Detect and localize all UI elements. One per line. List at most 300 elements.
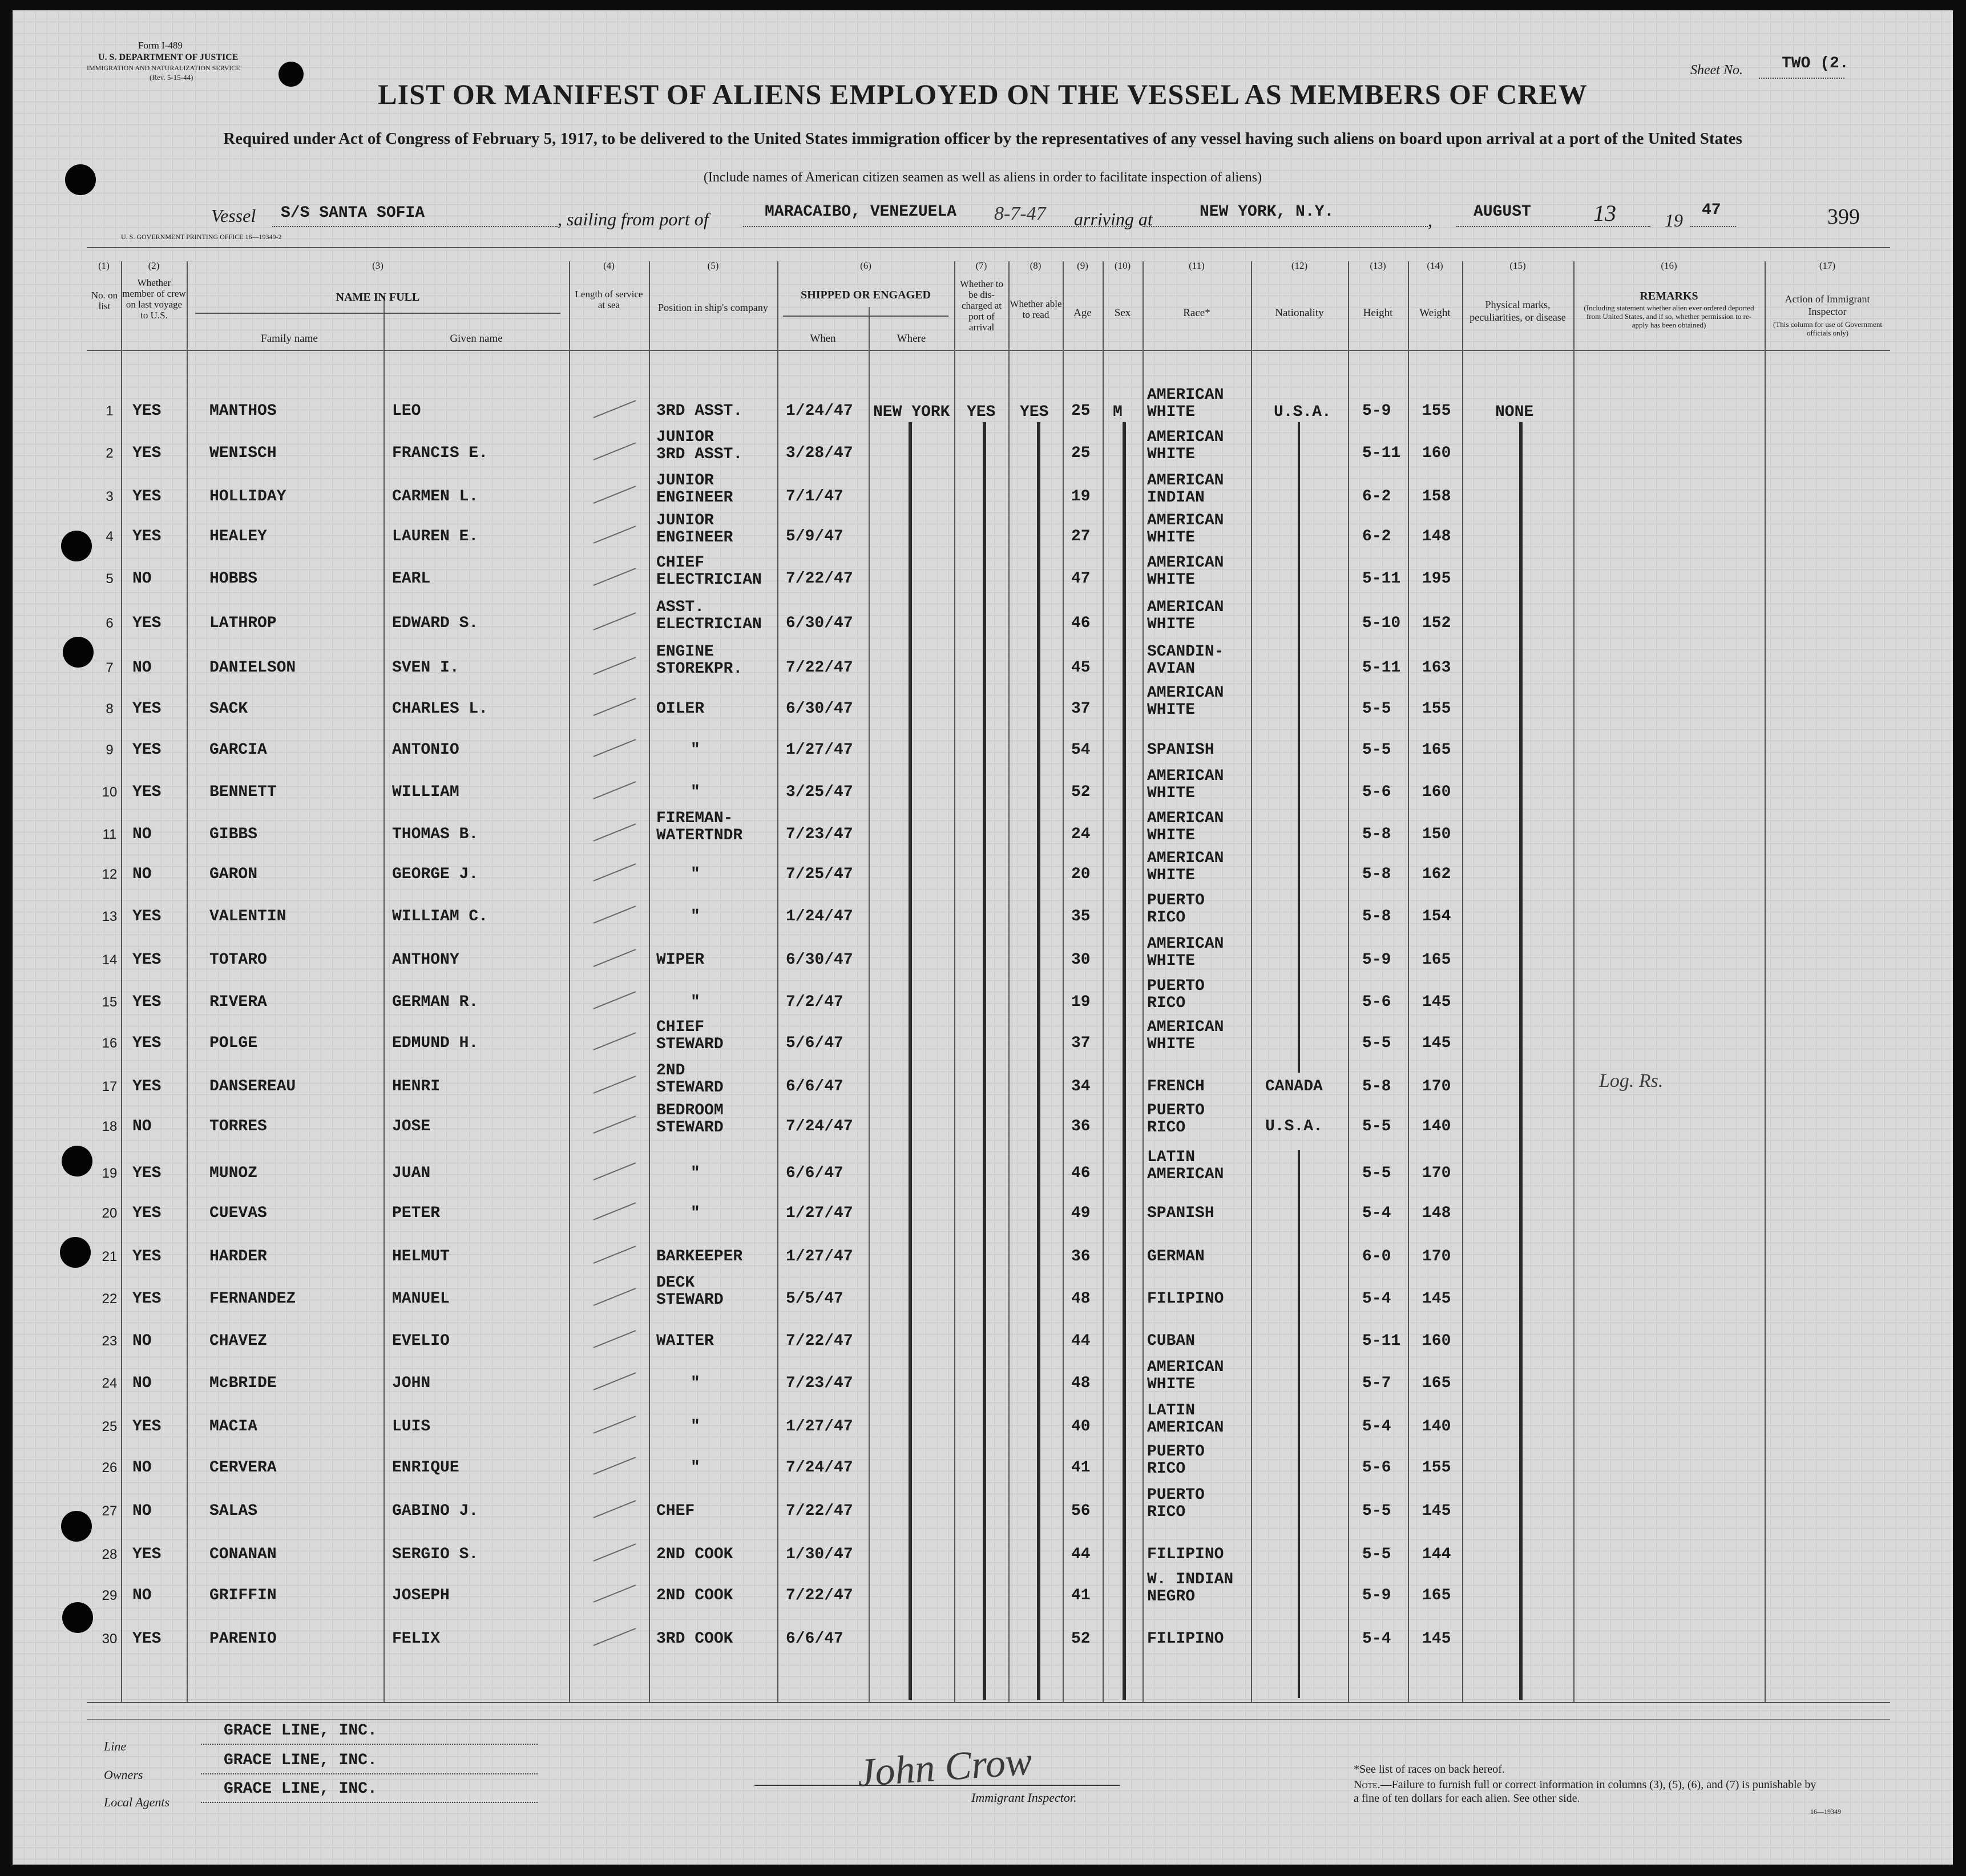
cell-last: YES (132, 700, 162, 718)
cell-given: CHARLES L. (392, 700, 489, 718)
cell-weight: 163 (1422, 659, 1451, 677)
cell-no: 12 (102, 867, 118, 882)
cell-family: FERNANDEZ (209, 1290, 296, 1308)
cell-race: PUERTO RICO (1147, 977, 1205, 1012)
cell-family: WENISCH (209, 444, 277, 462)
cell-family: McBRIDE (209, 1374, 277, 1392)
cell-no: 9 (106, 742, 114, 758)
footer-rule (87, 1719, 1890, 1720)
cell-no: 5 (106, 571, 114, 587)
cell-weight: 155 (1422, 700, 1451, 718)
cell-race: SPANISH (1147, 741, 1214, 759)
cell-family: HARDER (209, 1248, 267, 1266)
cell-no: 23 (102, 1333, 118, 1349)
cell-age: 41 (1071, 1459, 1091, 1477)
service-tick-mark (594, 823, 636, 842)
col-rule (1103, 261, 1104, 1702)
cell-when: 1/24/47 (786, 908, 853, 925)
row1-sex: M (1113, 403, 1123, 421)
cell-age: 37 (1071, 1034, 1091, 1052)
port-to-line (1143, 226, 1428, 227)
line-underline (201, 1744, 538, 1745)
col-rule (121, 261, 122, 1702)
cell-position: " (691, 1418, 700, 1436)
subtitle-note: (Include names of American citizen seamen as well as aliens in order to facilitate inspection of aliens) (703, 170, 1262, 185)
header-shipped-engaged: SHIPPED OR ENGAGED (801, 289, 931, 301)
owners-underline (201, 1773, 538, 1774)
col-rule (1408, 261, 1409, 1702)
cell-weight: 150 (1422, 826, 1451, 843)
col-number: (17) (1819, 260, 1836, 271)
cell-age: 25 (1071, 444, 1091, 462)
cell-family: GARON (209, 866, 258, 883)
header-nationality: Nationality (1275, 307, 1324, 319)
inspector-signature: John Crow (855, 1739, 1034, 1796)
cell-position: 3RD COOK (656, 1630, 733, 1648)
cell-race: AMERICAN WHITE (1147, 428, 1224, 463)
cell-age: 49 (1071, 1204, 1091, 1222)
cell-no: 27 (102, 1503, 118, 1519)
header-action-sub: (This column for use of Government officials only) (1773, 320, 1882, 337)
col-rule (1063, 261, 1064, 1702)
cell-age: 44 (1071, 1332, 1091, 1350)
cell-last: YES (132, 908, 162, 925)
col-rule (1462, 261, 1463, 1702)
cell-given: CARMEN L. (392, 488, 479, 506)
service-tick-mark (594, 525, 636, 544)
service-tick-mark (594, 1032, 636, 1050)
cell-last: NO (132, 1374, 152, 1392)
cell-no: 15 (102, 994, 118, 1010)
service-tick-mark (594, 1330, 636, 1348)
cell-weight: 162 (1422, 866, 1451, 883)
header-position: Position in ship's company (658, 302, 768, 313)
cell-position: DECK STEWARD (656, 1274, 724, 1309)
cell-weight: 170 (1422, 1248, 1451, 1266)
service-tick-mark (594, 1543, 636, 1562)
col-number: (1) (98, 260, 110, 271)
cell-position: CHIEF ELECTRICIAN (656, 554, 762, 589)
cell-age: 34 (1071, 1078, 1091, 1095)
date-line (1456, 226, 1650, 227)
cell-given: EDMUND H. (392, 1034, 479, 1052)
cell-when: 1/27/47 (786, 1248, 853, 1266)
cell-position: WIPER (656, 951, 705, 969)
service-tick-mark (594, 1288, 636, 1306)
agents-value: GRACE LINE, INC. (224, 1780, 377, 1798)
cell-position: JUNIOR ENGINEER (656, 512, 733, 547)
cell-when: 1/27/47 (786, 741, 853, 759)
cell-last: NO (132, 1332, 152, 1350)
page-number: 399 (1827, 205, 1860, 229)
cell-given: GEORGE J. (392, 866, 479, 883)
header-able-to-read: Whether able to read (1010, 298, 1062, 320)
cell-when: 1/30/47 (786, 1546, 853, 1563)
cell-position: FIREMAN- WATERTNDR (656, 810, 743, 844)
service-tick-mark (594, 1500, 636, 1518)
ditto-mark-nationality (1298, 422, 1300, 1073)
cell-given: GERMAN R. (392, 993, 479, 1011)
cell-when: 3/28/47 (786, 444, 853, 462)
service-tick-mark (594, 1457, 636, 1475)
cell-last: YES (132, 1165, 162, 1182)
cell-height: 5-9 (1362, 1587, 1391, 1604)
port-from: MARACAIBO, VENEZUELA (765, 203, 957, 221)
cell-family: HEALEY (209, 528, 267, 545)
shipped-header-rule (783, 316, 948, 317)
cell-nationality: CANADA (1265, 1078, 1323, 1095)
arrival-year: 47 (1702, 201, 1721, 219)
cell-height: 5-11 (1362, 659, 1401, 677)
cell-when: 7/22/47 (786, 1502, 853, 1520)
cell-when: 7/1/47 (786, 488, 843, 506)
cell-age: 37 (1071, 700, 1091, 718)
cell-when: 6/6/47 (786, 1630, 843, 1648)
cell-family: MACIA (209, 1418, 258, 1436)
cell-family: CUEVAS (209, 1204, 267, 1222)
note-text: —Failure to furnish full or correct information in columns (3), (5), (6), and (7) is punishable by a fine of ten dollars for each alien. See other side. (1354, 1778, 1816, 1805)
cell-last: YES (132, 741, 162, 759)
penalty-note (1354, 1778, 1822, 1805)
cell-age: 48 (1071, 1374, 1091, 1392)
cell-weight: 148 (1422, 528, 1451, 545)
cell-last: YES (132, 528, 162, 545)
subtitle: Required under Act of Congress of February 5, 1917, to be delivered to the United States immigration officer by the representatives of any vessel having such aliens on board upon arrival at a port of the United States (223, 130, 1742, 148)
cell-family: HOBBS (209, 570, 258, 588)
cell-position: CHEF (656, 1502, 695, 1520)
table-bottom-rule (87, 1702, 1890, 1703)
punch-hole (61, 531, 92, 561)
cell-no: 4 (106, 529, 114, 544)
cell-last: YES (132, 1290, 162, 1308)
cell-family: SACK (209, 700, 248, 718)
cell-no: 2 (106, 446, 114, 461)
col-number: (3) (372, 260, 383, 271)
cell-position: JUNIOR ENGINEER (656, 472, 733, 507)
cell-race: AMERICAN WHITE (1147, 512, 1224, 547)
manifest-sheet (13, 10, 1953, 1865)
cell-no: 30 (102, 1631, 118, 1647)
cell-given: LAUREN E. (392, 528, 479, 545)
cell-given: PETER (392, 1204, 441, 1222)
year-prefix: 19 (1665, 210, 1683, 231)
cell-weight: 154 (1422, 908, 1451, 925)
cell-family: DANIELSON (209, 659, 296, 677)
cell-weight: 140 (1422, 1418, 1451, 1436)
col-number: (7) (975, 260, 987, 271)
cell-last: YES (132, 444, 162, 462)
cell-family: GRIFFIN (209, 1587, 277, 1604)
cell-race: SCANDIN- AVIAN (1147, 643, 1224, 678)
cell-height: 5-4 (1362, 1290, 1391, 1308)
header-weight: Weight (1419, 307, 1451, 319)
cell-family: GARCIA (209, 741, 267, 759)
cell-when: 3/25/47 (786, 783, 853, 801)
row1-read: YES (1020, 403, 1049, 421)
cell-when: 6/6/47 (786, 1165, 843, 1182)
cell-when: 5/5/47 (786, 1290, 843, 1308)
cell-age: 47 (1071, 570, 1091, 588)
cell-height: 5-9 (1362, 951, 1391, 969)
cell-given: JOHN (392, 1374, 431, 1392)
sheet-number: TWO (2. (1782, 55, 1849, 72)
cell-race: SPANISH (1147, 1204, 1214, 1222)
cell-last: YES (132, 1546, 162, 1563)
cell-age: 46 (1071, 614, 1091, 632)
cell-weight: 165 (1422, 951, 1451, 969)
cell-weight: 160 (1422, 783, 1451, 801)
punch-hole (61, 1511, 92, 1542)
cell-weight: 195 (1422, 570, 1451, 588)
cell-given: LEO (392, 402, 421, 420)
service-tick-mark (594, 863, 636, 882)
col-number: (14) (1427, 260, 1443, 271)
cell-last: NO (132, 1118, 152, 1135)
cell-race: AMERICAN WHITE (1147, 935, 1224, 970)
cell-last: NO (132, 1459, 152, 1477)
cell-age: 48 (1071, 1290, 1091, 1308)
col-rule (1348, 261, 1349, 1702)
ditto-mark-physical (1519, 422, 1523, 1700)
cell-family: PARENIO (209, 1630, 277, 1648)
header-height: Height (1363, 307, 1393, 319)
cell-weight: 145 (1422, 1034, 1451, 1052)
cell-given: ENRIQUE (392, 1459, 459, 1477)
punch-hole (62, 1146, 92, 1176)
cell-when: 5/9/47 (786, 528, 843, 545)
cell-race: AMERICAN WHITE (1147, 684, 1224, 719)
cell-age: 36 (1071, 1118, 1091, 1135)
cell-height: 5-4 (1362, 1204, 1391, 1222)
cell-no: 10 (102, 785, 118, 800)
ditto-mark-discharged (983, 422, 986, 1700)
cell-family: SALAS (209, 1502, 258, 1520)
cell-position: 2ND STEWARD (656, 1062, 724, 1097)
cell-weight: 160 (1422, 444, 1451, 462)
cell-given: ANTONIO (392, 741, 459, 759)
cell-when: 7/22/47 (786, 1332, 853, 1350)
cell-age: 24 (1071, 826, 1091, 843)
punch-hole (60, 1237, 91, 1268)
cell-age: 41 (1071, 1587, 1091, 1604)
comma: , (1428, 210, 1432, 231)
cell-height: 5-8 (1362, 908, 1391, 925)
cell-race: PUERTO RICO (1147, 892, 1205, 927)
cell-when: 6/30/47 (786, 700, 853, 718)
cell-race: W. INDIAN NEGRO (1147, 1571, 1234, 1606)
cell-height: 5-11 (1362, 1332, 1401, 1350)
header-no-on-list: No. on list (91, 290, 118, 312)
signature-line (754, 1785, 1120, 1786)
cell-when: 7/22/47 (786, 570, 853, 588)
cell-last: YES (132, 783, 162, 801)
header-last-voyage: Whether member of crew on last voyage to U.S. (122, 277, 186, 321)
service-tick-mark (594, 739, 636, 757)
col-number: (15) (1509, 260, 1526, 271)
form-code: 16—19349 (1810, 1808, 1841, 1816)
cell-given: HELMUT (392, 1248, 450, 1266)
cell-height: 5-5 (1362, 1546, 1391, 1563)
cell-remarks: Log. Rs. (1599, 1070, 1664, 1091)
cell-last: YES (132, 1034, 162, 1052)
page-title: LIST OR MANIFEST OF ALIENS EMPLOYED ON THE VESSEL AS MEMBERS OF CREW (378, 78, 1588, 110)
cell-height: 5-5 (1362, 1502, 1391, 1520)
port-from-line (743, 226, 1131, 227)
cell-race: FILIPINO (1147, 1630, 1224, 1648)
cell-weight: 158 (1422, 488, 1451, 506)
cell-family: RIVERA (209, 993, 267, 1011)
cell-family: MUNOZ (209, 1165, 258, 1182)
cell-weight: 145 (1422, 1630, 1451, 1648)
cell-given: SVEN I. (392, 659, 459, 677)
cell-last: YES (132, 402, 162, 420)
ditto-mark-read (1037, 422, 1040, 1700)
service-tick-mark (594, 1584, 636, 1603)
cell-weight: 165 (1422, 741, 1451, 759)
service-tick-mark (594, 1202, 636, 1220)
cell-position: JUNIOR 3RD ASST. (656, 428, 743, 463)
races-note: *See list of races on back hereof. (1354, 1763, 1505, 1776)
inspector-label: Immigrant Inspector. (971, 1790, 1077, 1805)
line-label: Line (104, 1739, 127, 1753)
col-rule (1143, 261, 1144, 1702)
table-top-rule (87, 247, 1890, 248)
service-tick-mark (594, 442, 636, 460)
cell-weight: 148 (1422, 1204, 1451, 1222)
header-physical-marks: Physical marks, peculiarities, or disease (1470, 299, 1566, 323)
header-given-name: Given name (450, 333, 503, 345)
cell-height: 5-10 (1362, 614, 1401, 632)
cell-position: 2ND COOK (656, 1587, 733, 1604)
cell-race: AMERICAN WHITE (1147, 554, 1224, 589)
cell-nationality: U.S.A. (1265, 1118, 1323, 1135)
cell-last: YES (132, 614, 162, 632)
cell-no: 14 (102, 952, 118, 968)
cell-family: GIBBS (209, 826, 258, 843)
cell-race: PUERTO RICO (1147, 1102, 1205, 1137)
row1-physical: NONE (1495, 403, 1534, 421)
cell-age: 56 (1071, 1502, 1091, 1520)
ditto-mark-nationality (1298, 1150, 1300, 1698)
cell-last: NO (132, 659, 152, 677)
cell-given: JOSE (392, 1118, 431, 1135)
cell-age: 45 (1071, 659, 1091, 677)
cell-race: AMERICAN WHITE (1147, 767, 1224, 802)
header-length-service: Length of service at sea (575, 289, 643, 310)
cell-position: " (691, 866, 700, 883)
cell-no: 16 (102, 1036, 118, 1051)
cell-height: 5-4 (1362, 1418, 1391, 1436)
cell-weight: 165 (1422, 1374, 1451, 1392)
header-race: Race* (1183, 307, 1210, 319)
cell-when: 7/23/47 (786, 826, 853, 843)
cell-position: WAITER (656, 1332, 714, 1350)
row1-nationality: U.S.A. (1274, 403, 1331, 421)
cell-height: 5-6 (1362, 783, 1391, 801)
vessel-line (272, 226, 558, 227)
cell-no: 25 (102, 1419, 118, 1434)
service-tick-mark (594, 949, 636, 967)
col-rule (1008, 261, 1010, 1702)
cell-given: WILLIAM (392, 783, 459, 801)
cell-given: ANTHONY (392, 951, 459, 969)
cell-family: CHAVEZ (209, 1332, 267, 1350)
cell-when: 7/22/47 (786, 1587, 853, 1604)
cell-when: 7/22/47 (786, 659, 853, 677)
ditto-mark-where (909, 422, 912, 1700)
sailing-label: , sailing from port of (558, 209, 709, 229)
cell-race: AMERICAN INDIAN (1147, 472, 1224, 507)
cell-position: " (691, 741, 700, 759)
cell-race: LATIN AMERICAN (1147, 1402, 1224, 1437)
cell-when: 1/24/47 (786, 402, 853, 420)
arriving-label: arriving at (1074, 209, 1153, 229)
cell-race: FRENCH (1147, 1078, 1205, 1095)
cell-race: CUBAN (1147, 1332, 1196, 1350)
cell-family: BENNETT (209, 783, 277, 801)
cell-weight: 140 (1422, 1118, 1451, 1135)
cell-height: 5-5 (1362, 1118, 1391, 1135)
cell-given: EVELIO (392, 1332, 450, 1350)
cell-family: POLGE (209, 1034, 258, 1052)
cell-given: EDWARD S. (392, 614, 479, 632)
cell-height: 5-11 (1362, 444, 1401, 462)
cell-position: BARKEEPER (656, 1248, 743, 1266)
cell-height: 5-4 (1362, 1630, 1391, 1648)
cell-no: 26 (102, 1460, 118, 1475)
col-rule (187, 261, 188, 1702)
cell-no: 1 (106, 403, 114, 419)
cell-no: 11 (102, 827, 117, 842)
cell-no: 24 (102, 1376, 118, 1391)
col-number: (2) (148, 260, 160, 271)
cell-race: AMERICAN WHITE (1147, 599, 1224, 633)
header-family-name: Family name (261, 333, 318, 345)
cell-height: 5-8 (1362, 826, 1391, 843)
cell-weight: 170 (1422, 1078, 1451, 1095)
handwritten-date: 8-7-47 (994, 203, 1046, 224)
header-action-inspector: Action of Immigrant Inspector (1785, 293, 1870, 317)
cell-race: AMERICAN WHITE (1147, 1359, 1224, 1393)
cell-family: TOTARO (209, 951, 267, 969)
cell-weight: 144 (1422, 1546, 1451, 1563)
col-rule (1765, 261, 1766, 1702)
cell-when: 1/27/47 (786, 1204, 853, 1222)
cell-age: 54 (1071, 741, 1091, 759)
cell-height: 5-6 (1362, 1459, 1391, 1477)
header-where: Where (897, 333, 926, 345)
cell-family: DANSEREAU (209, 1078, 296, 1095)
header-name-in-full: NAME IN FULL (336, 291, 420, 304)
col-rule (569, 261, 570, 1702)
agents-label: Local Agents (104, 1795, 170, 1809)
cell-weight: 160 (1422, 1332, 1451, 1350)
cell-when: 1/27/47 (786, 1418, 853, 1436)
cell-position: ASST. ELECTRICIAN (656, 599, 762, 633)
ditto-mark-sex (1123, 422, 1126, 1700)
cell-height: 5-5 (1362, 700, 1391, 718)
cell-position: " (691, 1374, 700, 1392)
col-number: (11) (1189, 260, 1205, 271)
cell-family: TORRES (209, 1118, 267, 1135)
col-number: (9) (1077, 260, 1088, 271)
row1-discharged: YES (967, 403, 996, 421)
cell-age: 44 (1071, 1546, 1091, 1563)
cell-height: 5-6 (1362, 993, 1391, 1011)
cell-position: CHIEF STEWARD (656, 1018, 724, 1053)
cell-height: 5-8 (1362, 866, 1391, 883)
header-remarks: REMARKS (1640, 290, 1698, 302)
